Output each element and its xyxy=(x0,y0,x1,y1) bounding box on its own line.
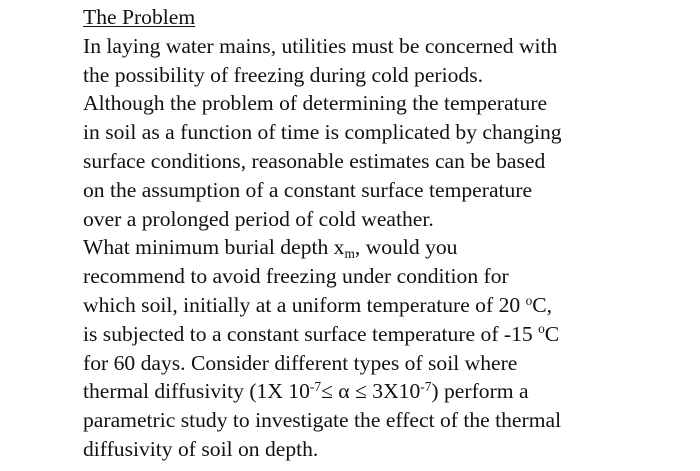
problem-title: The Problem xyxy=(83,5,196,29)
paragraph-line: in soil as a function of time is complicated by changing xyxy=(83,120,562,145)
question-line: diffusivity of soil on depth. xyxy=(83,436,319,461)
paragraph-line: surface conditions, reasonable estimates can be based xyxy=(83,148,546,173)
paragraph-line: In laying water mains, utilities must be concerned with xyxy=(83,33,558,58)
question-text: ) perform a xyxy=(431,379,529,404)
problem-document xyxy=(83,3,695,464)
exponent: -7 xyxy=(309,379,322,394)
question-line xyxy=(83,233,695,262)
question-line xyxy=(83,377,695,406)
question-line: recommend to avoid freezing under condition for xyxy=(83,264,509,289)
paragraph-line: Although the problem of determining the temperature xyxy=(83,91,548,116)
exponent: -7 xyxy=(420,379,432,394)
question-line xyxy=(83,320,695,349)
question-line xyxy=(83,291,695,320)
question-text: C, xyxy=(532,292,553,317)
question-text: ≤ α ≤ 3X10 xyxy=(321,379,421,404)
question-text: thermal diffusivity (1X 10 xyxy=(83,379,310,404)
question-text: is subjected to a constant surface temperature of -15 xyxy=(83,321,539,346)
paragraph-line: the possibility of freezing during cold periods. xyxy=(83,62,484,87)
paragraph-line: on the assumption of a constant surface temperature xyxy=(83,177,533,202)
question-text: , would you xyxy=(354,235,458,260)
subscript-m: m xyxy=(344,246,355,262)
question-text: which soil, initially at a uniform temperature of 20 xyxy=(83,292,526,317)
question-line: parametric study to investigate the effect of the thermal xyxy=(83,408,562,433)
paragraph-line: over a prolonged period of cold weather. xyxy=(83,206,434,231)
question-text: C xyxy=(544,321,560,346)
degree-symbol: o xyxy=(538,321,545,337)
question-line: for 60 days. Consider different types of soil where xyxy=(83,350,518,375)
question-text: What minimum burial depth x xyxy=(83,235,345,260)
degree-symbol: o xyxy=(525,292,533,308)
